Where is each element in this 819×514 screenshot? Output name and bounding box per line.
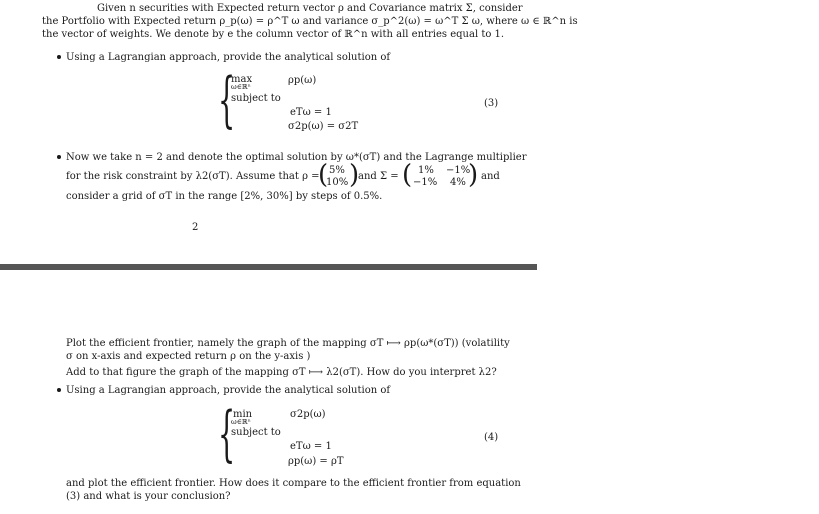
intro-line-1: Given n securities with Expected return vector ρ and Covariance matrix Σ, consider (97, 3, 523, 14)
bullet-marker (57, 388, 61, 392)
left-brace: { (218, 399, 236, 469)
budget-constraint: eTω = 1 (290, 107, 332, 118)
and-label: and (481, 171, 500, 182)
min-subscript: ω∈ℝⁿ (231, 418, 251, 426)
page-number: 2 (192, 222, 199, 233)
bullet-2-line-2: for the risk constraint by λ2(σT). Assume that ρ = (66, 171, 320, 182)
optimization-system-3 (218, 65, 508, 136)
right-paren: ) (468, 160, 479, 190)
para-1-line-3: Add to that figure the graph of the mapping σT ⟼ λ2(σT). How do you interpret λ2? (66, 367, 497, 378)
bullet-1-text: Using a Lagrangian approach, provide the analytical solution of (66, 52, 391, 63)
left-brace: { (218, 65, 236, 135)
objective-variance: σ2p(ω) (290, 409, 326, 420)
sigma-matrix (402, 160, 479, 190)
max-operator: max (231, 74, 253, 85)
rho-entry-1: 5% (329, 165, 345, 176)
intro-line-3: the vector of weights. We denote by e the column vector of ℝ^n with all entries equal to 1. (42, 29, 505, 40)
rho-vector (318, 162, 358, 190)
para-1-line-2: σ on x-axis and expected return ρ on the y-axis ) (66, 351, 311, 362)
left-paren: ( (402, 160, 413, 190)
closing-line-1: and plot the efficient frontier. How does it compare to the efficient frontier from equation (66, 478, 521, 489)
bullet-2-line-3: consider a grid of σT in the range [2%, 30%] by steps of 0.5%. (66, 191, 383, 202)
para-1-line-1: Plot the efficient frontier, namely the graph of the mapping σT ⟼ ρp(ω*(σT)) (volatility (66, 338, 510, 349)
page-1 (0, 0, 578, 262)
closing-line-2: (3) and what is your conclusion? (66, 491, 231, 502)
risk-constraint: σ2p(ω) = σ2T (288, 121, 359, 132)
bullet-marker (57, 155, 61, 159)
sigma-12: −1% (446, 165, 471, 176)
intro-line-2: the Portfolio with Expected return ρ_p(ω) = ρ^T ω and variance σ_p^2(ω) = ω^T Σ ω, where ω ∈ ℝ^n is (42, 16, 578, 27)
objective-expected-return: ρp(ω) (288, 75, 317, 86)
return-constraint: ρp(ω) = ρT (288, 456, 344, 467)
optimization-system-4 (218, 399, 508, 470)
max-subscript: ω∈ℝⁿ (231, 83, 251, 91)
sigma-11: 1% (418, 165, 434, 176)
equation-number-4: (4) (484, 432, 499, 443)
sigma-22: 4% (450, 177, 466, 188)
rho-entry-2: 10% (326, 177, 349, 188)
right-paren: ) (349, 160, 360, 190)
page-2 (0, 272, 540, 514)
budget-constraint: eTω = 1 (290, 441, 332, 452)
subject-to-label: subject to (231, 93, 281, 104)
bullet-marker (57, 55, 61, 59)
left-paren: ( (318, 160, 329, 190)
equation-number-3: (3) (484, 98, 499, 109)
page-divider (0, 264, 537, 270)
bullet-3-text: Using a Lagrangian approach, provide the analytical solution of (66, 385, 391, 396)
sigma-21: −1% (413, 177, 438, 188)
min-operator: min (233, 409, 253, 420)
and-sigma-label: and Σ = (358, 171, 399, 182)
subject-to-label: subject to (231, 427, 281, 438)
bullet-2-line-1: Now we take n = 2 and denote the optimal solution by ω*(σT) and the Lagrange multiplier (66, 152, 527, 163)
